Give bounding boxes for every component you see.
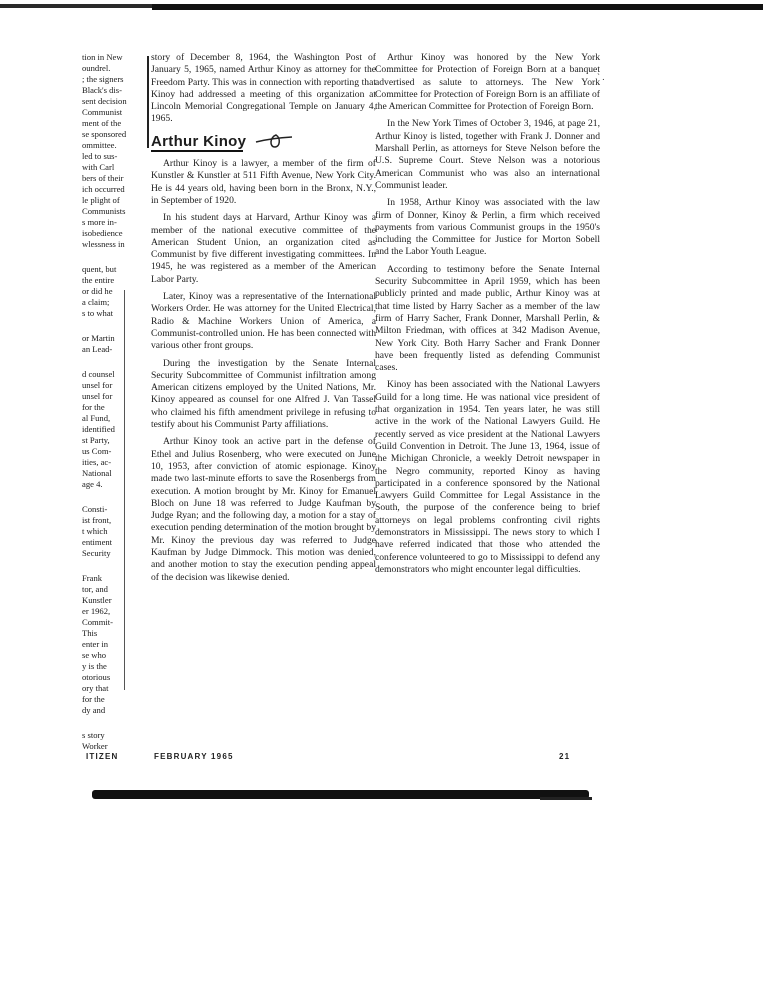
fragment-line: Communist (82, 107, 123, 117)
fragment-line: This (82, 628, 98, 638)
section-heading (151, 132, 376, 150)
fragment-line: s more in- (82, 217, 117, 227)
article-column-1 (151, 52, 376, 589)
body-paragraph: In the New York Times of October 3, 1946, at page 21, Arthur Kinoy is listed, together with Frank J. Donner and Marshall Perlin, as attorneys for Steve Nelson before the U.S. Supreme Court. Steve Nelson was a notorious American Communist who was also an international Communist leader. (375, 118, 600, 191)
column-2-body (375, 52, 600, 576)
fragment-line: led to sus- (82, 151, 118, 161)
body-paragraph: In 1958, Arthur Kinoy was associated with the law firm of Donner, Kinoy & Perlin, a firm which received payments from various Communist groups in the 1950's including the Committee for Justice for Morton Sobell and the Labor Youth League. (375, 197, 600, 258)
fragment-gap (82, 355, 134, 369)
fragment-line: ist front, (82, 515, 112, 525)
fragment-line: National (82, 468, 112, 478)
bottom-scan-bar (92, 790, 589, 799)
handwritten-mark-icon (254, 132, 294, 152)
fragment-line: tor, and (82, 584, 108, 594)
margin-bracket (147, 56, 149, 148)
fragment-line: ities, ac- (82, 457, 112, 467)
previous-page-fragment (82, 52, 134, 752)
fragment-line: the entire (82, 275, 115, 285)
fragment-line: al Fund, (82, 413, 111, 423)
fragment-line: age 4. (82, 479, 103, 489)
bottom-scan-tail (540, 797, 592, 800)
column-1-body (151, 158, 376, 584)
fragment-line: ; the signers (82, 74, 124, 84)
fragment-line: ich occurred (82, 184, 125, 194)
body-paragraph: Arthur Kinoy took an active part in the defense of Ethel and Julius Rosenberg, who were executed on June 10, 1953, after conviction of atomic espionage. Kinoy made two last-minute efforts to save the Rosenbergs from execution. A motion brought by Mr. Kinoy for Emanuel Bloch on June 18 was referred to Judge Kaufman by Judge Ryan; and the following day, a motion for a stay of execution pending determination of the motion brought by Mr. Kinoy the previous day was referred to Judge Kaufman by Judge Dimmock. This motion was denied, and another motion to stay the execution pending appeal of the decision was likewise denied. (151, 436, 376, 583)
fragment-gap (82, 319, 134, 333)
fragment-line: dy and (82, 705, 106, 715)
fragment-line: ment of the (82, 118, 122, 128)
fragment-line: isobedience (82, 228, 123, 238)
body-paragraph: In his student days at Harvard, Arthur Kinoy was a member of the national executive committee of the American Student Union, an organization cited as Communist by five different investigating committees. In 1945, he was registered as a member of the American Labor Party. (151, 212, 376, 285)
fragment-line: se who (82, 650, 107, 660)
fragment-line: wlessness in (82, 239, 125, 249)
fragment-gap (82, 559, 134, 573)
fragment-line: Black's dis- (82, 85, 122, 95)
fragment-line: se sponsored (82, 129, 127, 139)
fragment-line: d counsel (82, 369, 115, 379)
fragment-line: otorious (82, 672, 111, 682)
fragment-line: or did he (82, 286, 113, 296)
fragment-gap (82, 716, 134, 730)
fragment-line: Consti- (82, 504, 108, 514)
fragment-line: er 1962, (82, 606, 111, 616)
fragment-line: tion in New (82, 52, 123, 62)
footer-date: FEBRUARY 1965 (154, 752, 234, 761)
fragment-line: or Martin (82, 333, 115, 343)
fragment-line: s story (82, 730, 105, 740)
fragment-line: unsel for (82, 391, 113, 401)
intro-paragraph: story of December 8, 1964, the Washington Post of January 5, 1965, named Arthur Kinoy as attorney for the Freedom Party. This was in connection with reporting that Kinoy had addressed a meeting of this organization at Lincoln Memorial Congregational Temple on January 4, 1965. (151, 52, 376, 125)
fragment-line: for the (82, 694, 105, 704)
fragment-line: for the (82, 402, 105, 412)
margin-line (124, 290, 125, 690)
fragment-gap (82, 250, 134, 264)
fragment-line: bers of their (82, 173, 124, 183)
fragment-line: t which (82, 526, 108, 536)
body-paragraph: Arthur Kinoy is a lawyer, a member of the firm of Kunstler & Kunstler at 511 Fifth Avenue, New York City. He is 44 years old, having been born in the Bronx, N.Y., in September of 1920. (151, 158, 376, 206)
fragment-line: enter in (82, 639, 109, 649)
fragment-line: identified (82, 424, 115, 434)
fragment-line: Kunstler (82, 595, 112, 605)
body-paragraph: During the investigation by the Senate Internal Security Subcommittee of Communist infiltration among American citizens employed by the United Nations, Mr. Kinoy appeared as counsel for one Alfred J. Van Tassel who claimed his fifth amendment privilege in refusing to testify about his Communist Party affiliations. (151, 357, 376, 431)
fragment-line: ommittee. (82, 140, 117, 150)
fragment-line: with Carl (82, 162, 115, 172)
body-paragraph: Arthur Kinoy was honored by the New York Committee for Protection of Foreign Born at a banquet advertised as salute to attorneys. The New York Committee for Protection of Foreign Born is an affiliate of the American Committee for Protection of Foreign Born. (375, 52, 600, 113)
fragment-line: Communists (82, 206, 126, 216)
fragment-line: oundrel. (82, 63, 111, 73)
fragment-line: Security (82, 548, 111, 558)
article-column-2 (375, 52, 600, 581)
fragment-line: a claim; (82, 297, 110, 307)
fragment-line: Worker (82, 741, 108, 751)
fragment-line: le plight of (82, 195, 120, 205)
footer-masthead-fragment: ITIZEN (86, 752, 119, 761)
fragment-line: unsel for (82, 380, 113, 390)
fragment-line: us Com- (82, 446, 112, 456)
fragment-line: st Party, (82, 435, 110, 445)
body-paragraph: Kinoy has been associated with the National Lawyers Guild for a long time. He was national vice president of that organization in 1954. Ten years later, he was still active in the work of the National Lawyers Guild. He recently served as vice president at the National Lawyers Guild Convention in Detroit. The June 13, 1964, issue of the Michigan Chronicle, a weekly Detroit newspaper in the Negro community, reported Kinoy as having participated in a conference sponsored by the National Lawyers Guild Committee for Legal Assistance in the South, the purpose of the conference being to brief attorneys on legal problems confronting civil rights demonstrators in Mississippi. The news story to which I have referred indicated that those who attended the conference volunteered to go to Mississippi to defend any demonstrators who might encounter legal difficulties. (375, 379, 600, 575)
fragment-line: y is the (82, 661, 107, 671)
heading-text: Arthur Kinoy (151, 132, 247, 150)
fragment-line: entiment (82, 537, 113, 547)
fragment-line: an Lead- (82, 344, 113, 354)
body-paragraph: According to testimony before the Senate Internal Security Subcommittee in April 1959, which has been publicly printed and made public, Arthur Kinoy was at that time listed by Harry Sacher as a member of the law firm of Harry Sacher, Frank Donner, Marshall Perlin, & Milton Friedman, with offices at 342 Madison Avenue, New York City. Both Harry Sacher and Frank Donner have been frequently listed as defending Communist cases. (375, 263, 600, 374)
scan-speck: ` . (597, 72, 605, 82)
fragment-gap (82, 490, 134, 504)
fragment-line: quent, but (82, 264, 117, 274)
fragment-line: Frank (82, 573, 103, 583)
top-page-edge (152, 4, 763, 10)
fragment-line: sent decision (82, 96, 127, 106)
page-number: 21 (559, 752, 571, 761)
body-paragraph: Later, Kinoy was a representative of the International Workers Order. He was attorney for the United Electrical, Radio & Machine Workers Union of America, a Communist-controlled union. He has been connected with various other front groups. (151, 291, 376, 352)
fragment-line: ory that (82, 683, 109, 693)
fragment-line: Commit- (82, 617, 114, 627)
heading-underline (151, 150, 243, 152)
fragment-line: s to what (82, 308, 114, 318)
